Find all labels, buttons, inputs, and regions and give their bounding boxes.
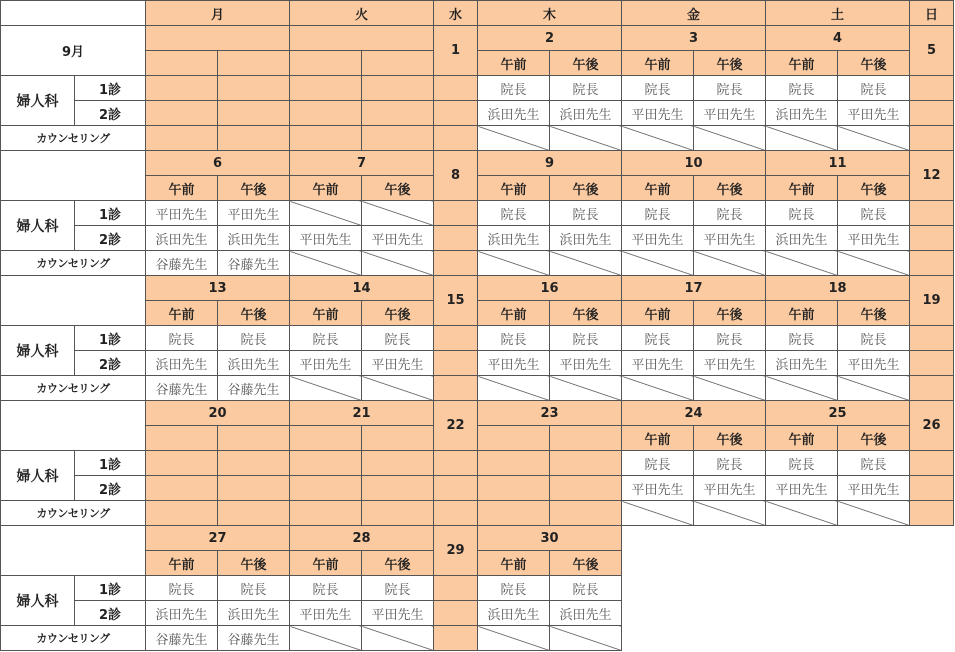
clinic-row-label: 2診	[75, 476, 146, 501]
doctor-cell: 平田先生	[362, 226, 434, 251]
counseling-label: カウンセリング	[1, 126, 146, 151]
clinic-row-label: 1診	[75, 451, 146, 476]
am-header: 午前	[290, 176, 362, 201]
am-header: 午前	[290, 301, 362, 326]
doctor-cell: 院長	[290, 576, 362, 601]
closed-cell	[434, 226, 478, 251]
weekday-header: 日	[910, 1, 954, 26]
clinic-row-label: 2診	[75, 601, 146, 626]
date-cell: 10	[622, 151, 766, 176]
closed-cell	[434, 201, 478, 226]
blank-cell	[478, 476, 550, 501]
date-cell: 3	[622, 26, 766, 51]
closed-cell	[910, 501, 954, 526]
closed-cell	[910, 126, 954, 151]
unavailable-cell	[694, 251, 766, 276]
doctor-cell: 院長	[218, 576, 290, 601]
doctor-cell: 院長	[622, 201, 694, 226]
doctor-cell: 院長	[694, 76, 766, 101]
blank-cell	[550, 451, 622, 476]
doctor-cell: 院長	[550, 326, 622, 351]
blank-cell	[290, 126, 362, 151]
pm-header: 午後	[550, 301, 622, 326]
date-cell: 18	[766, 276, 910, 301]
unavailable-cell	[478, 626, 550, 651]
blank-cell	[146, 501, 218, 526]
blank-cell	[362, 476, 434, 501]
weekday-header: 金	[622, 1, 766, 26]
doctor-cell: 浜田先生	[766, 101, 838, 126]
doctor-cell: 平田先生	[694, 226, 766, 251]
blank-cell	[478, 426, 550, 451]
blank-cell	[146, 451, 218, 476]
date-cell: 19	[910, 276, 954, 326]
weekday-header: 火	[290, 1, 434, 26]
empty-area	[766, 526, 910, 651]
unavailable-cell	[478, 376, 550, 401]
doctor-cell: 平田先生	[838, 101, 910, 126]
closed-cell	[910, 251, 954, 276]
doctor-cell: 平田先生	[290, 351, 362, 376]
closed-cell	[434, 626, 478, 651]
doctor-cell: 平田先生	[146, 201, 218, 226]
am-header: 午前	[622, 426, 694, 451]
pm-header: 午後	[550, 551, 622, 576]
blank-cell	[218, 451, 290, 476]
pm-header: 午後	[694, 51, 766, 76]
date-cell: 28	[290, 526, 434, 551]
pm-header: 午後	[838, 176, 910, 201]
pm-header: 午後	[694, 426, 766, 451]
blank-cell	[362, 451, 434, 476]
doctor-cell: 院長	[478, 576, 550, 601]
pm-header: 午後	[550, 51, 622, 76]
am-header: 午前	[290, 551, 362, 576]
date-cell: 24	[622, 401, 766, 426]
counseling-label: カウンセリング	[1, 626, 146, 651]
unavailable-cell	[478, 251, 550, 276]
unavailable-cell	[622, 501, 694, 526]
date-cell: 14	[290, 276, 434, 301]
doctor-cell: 浜田先生	[550, 101, 622, 126]
doctor-cell: 平田先生	[694, 476, 766, 501]
unavailable-cell	[838, 126, 910, 151]
am-header: 午前	[766, 51, 838, 76]
doctor-cell: 平田先生	[766, 476, 838, 501]
closed-cell	[910, 101, 954, 126]
unavailable-cell	[362, 626, 434, 651]
doctor-cell: 谷藤先生	[146, 251, 218, 276]
clinic-row-label: 1診	[75, 326, 146, 351]
doctor-cell: 院長	[838, 76, 910, 101]
doctor-cell: 院長	[766, 326, 838, 351]
doctor-cell: 平田先生	[622, 476, 694, 501]
doctor-cell: 院長	[478, 76, 550, 101]
unavailable-cell	[694, 376, 766, 401]
am-header: 午前	[622, 176, 694, 201]
doctor-cell: 平田先生	[838, 351, 910, 376]
clinic-row-label: 1診	[75, 576, 146, 601]
closed-cell	[434, 101, 478, 126]
doctor-cell: 浜田先生	[478, 601, 550, 626]
doctor-cell: 平田先生	[550, 351, 622, 376]
date-cell: 13	[146, 276, 290, 301]
doctor-cell: 浜田先生	[218, 226, 290, 251]
doctor-cell: 院長	[838, 451, 910, 476]
pm-header: 午後	[550, 176, 622, 201]
dept-label: 婦人科	[1, 326, 75, 376]
blank-cell	[290, 76, 362, 101]
blank-cell	[218, 76, 290, 101]
doctor-cell: 浜田先生	[146, 226, 218, 251]
blank-cell	[218, 51, 290, 76]
date-cell: 15	[434, 276, 478, 326]
clinic-row-label: 2診	[75, 226, 146, 251]
counseling-label: カウンセリング	[1, 501, 146, 526]
date-cell: 30	[478, 526, 622, 551]
doctor-cell: 院長	[478, 201, 550, 226]
closed-cell	[910, 351, 954, 376]
blank-cell	[146, 126, 218, 151]
unavailable-cell	[622, 251, 694, 276]
date-cell: 21	[290, 401, 434, 426]
week-label-blank	[1, 276, 146, 326]
blank-cell	[550, 501, 622, 526]
pm-header: 午後	[838, 51, 910, 76]
doctor-cell: 院長	[838, 201, 910, 226]
doctor-cell: 浜田先生	[550, 226, 622, 251]
doctor-cell: 院長	[838, 326, 910, 351]
unavailable-cell	[362, 251, 434, 276]
am-header: 午前	[766, 176, 838, 201]
doctor-cell: 平田先生	[838, 476, 910, 501]
am-header: 午前	[146, 551, 218, 576]
unavailable-cell	[766, 126, 838, 151]
doctor-cell: 浜田先生	[766, 226, 838, 251]
doctor-cell: 院長	[478, 326, 550, 351]
am-header: 午前	[478, 51, 550, 76]
weekday-header: 月	[146, 1, 290, 26]
unavailable-cell	[362, 201, 434, 226]
week-label-blank	[1, 401, 146, 451]
blank-cell	[146, 476, 218, 501]
doctor-cell: 院長	[146, 576, 218, 601]
date-cell: 20	[146, 401, 290, 426]
am-header: 午前	[478, 301, 550, 326]
dept-label: 婦人科	[1, 451, 75, 501]
date-cell: 25	[766, 401, 910, 426]
unavailable-cell	[622, 376, 694, 401]
counseling-label: カウンセリング	[1, 251, 146, 276]
am-header: 午前	[146, 301, 218, 326]
blank-cell	[146, 76, 218, 101]
unavailable-cell	[694, 126, 766, 151]
closed-cell	[434, 351, 478, 376]
am-header: 午前	[766, 301, 838, 326]
unavailable-cell	[290, 626, 362, 651]
doctor-cell: 院長	[766, 451, 838, 476]
blank-cell	[290, 426, 362, 451]
blank-cell	[290, 451, 362, 476]
blank-cell	[146, 426, 218, 451]
clinic-row-label: 1診	[75, 201, 146, 226]
date-cell: 6	[146, 151, 290, 176]
unavailable-cell	[622, 126, 694, 151]
pm-header: 午後	[838, 426, 910, 451]
clinic-row-label: 2診	[75, 101, 146, 126]
closed-cell	[434, 476, 478, 501]
closed-cell	[434, 251, 478, 276]
date-cell	[146, 26, 290, 51]
date-cell: 1	[434, 26, 478, 76]
doctor-cell: 平田先生	[290, 601, 362, 626]
doctor-cell: 平田先生	[622, 351, 694, 376]
pm-header: 午後	[218, 301, 290, 326]
unavailable-cell	[550, 251, 622, 276]
pm-header: 午後	[694, 301, 766, 326]
pm-header: 午後	[362, 551, 434, 576]
week-label-blank	[1, 151, 146, 201]
doctor-cell: 院長	[622, 76, 694, 101]
pm-header: 午後	[362, 301, 434, 326]
unavailable-cell	[766, 501, 838, 526]
date-cell: 5	[910, 26, 954, 76]
unavailable-cell	[694, 501, 766, 526]
unavailable-cell	[838, 376, 910, 401]
am-header: 午前	[622, 301, 694, 326]
date-cell: 11	[766, 151, 910, 176]
closed-cell	[434, 501, 478, 526]
pm-header: 午後	[362, 176, 434, 201]
date-cell: 26	[910, 401, 954, 451]
pm-header: 午後	[218, 551, 290, 576]
blank-cell	[146, 101, 218, 126]
doctor-cell: 浜田先生	[766, 351, 838, 376]
dept-label: 婦人科	[1, 576, 75, 626]
dept-label: 婦人科	[1, 201, 75, 251]
doctor-cell: 院長	[550, 76, 622, 101]
doctor-cell: 院長	[766, 201, 838, 226]
blank-cell	[362, 126, 434, 151]
unavailable-cell	[838, 501, 910, 526]
closed-cell	[434, 326, 478, 351]
doctor-cell: 院長	[766, 76, 838, 101]
blank-cell	[550, 426, 622, 451]
doctor-cell: 谷藤先生	[146, 626, 218, 651]
doctor-cell: 浜田先生	[146, 601, 218, 626]
closed-cell	[434, 126, 478, 151]
date-cell: 27	[146, 526, 290, 551]
blank-cell	[362, 426, 434, 451]
unavailable-cell	[290, 376, 362, 401]
blank-cell	[218, 426, 290, 451]
doctor-cell: 院長	[694, 326, 766, 351]
unavailable-cell	[550, 626, 622, 651]
doctor-cell: 浜田先生	[478, 226, 550, 251]
blank-cell	[290, 51, 362, 76]
unavailable-cell	[550, 376, 622, 401]
closed-cell	[434, 376, 478, 401]
date-cell: 17	[622, 276, 766, 301]
am-header: 午前	[478, 176, 550, 201]
empty-area	[622, 526, 766, 651]
am-header: 午前	[478, 551, 550, 576]
weekday-header: 水	[434, 1, 478, 26]
blank-cell	[218, 126, 290, 151]
pm-header: 午後	[838, 301, 910, 326]
pm-header: 午後	[694, 176, 766, 201]
blank-cell	[478, 451, 550, 476]
doctor-cell: 平田先生	[478, 351, 550, 376]
week-label-blank	[1, 526, 146, 576]
doctor-cell: 院長	[290, 326, 362, 351]
doctor-cell: 院長	[362, 576, 434, 601]
blank-cell	[290, 476, 362, 501]
closed-cell	[434, 451, 478, 476]
clinic-row-label: 1診	[75, 76, 146, 101]
date-cell: 16	[478, 276, 622, 301]
doctor-cell: 浜田先生	[218, 601, 290, 626]
unavailable-cell	[550, 126, 622, 151]
closed-cell	[910, 376, 954, 401]
doctor-cell: 院長	[218, 326, 290, 351]
doctor-cell: 浜田先生	[218, 351, 290, 376]
doctor-cell: 谷藤先生	[218, 376, 290, 401]
pm-header: 午後	[218, 176, 290, 201]
blank-cell	[218, 101, 290, 126]
closed-cell	[910, 226, 954, 251]
blank-cell	[218, 476, 290, 501]
date-cell: 22	[434, 401, 478, 451]
date-cell	[290, 26, 434, 51]
closed-cell	[434, 576, 478, 601]
date-cell: 4	[766, 26, 910, 51]
date-cell: 23	[478, 401, 622, 426]
blank-cell	[478, 501, 550, 526]
closed-cell	[910, 76, 954, 101]
blank-cell	[146, 51, 218, 76]
closed-cell	[910, 326, 954, 351]
closed-cell	[910, 201, 954, 226]
blank-cell	[290, 101, 362, 126]
date-cell: 9	[478, 151, 622, 176]
doctor-cell: 院長	[362, 326, 434, 351]
unavailable-cell	[290, 201, 362, 226]
date-cell: 29	[434, 526, 478, 576]
blank-cell	[362, 51, 434, 76]
empty-area	[910, 526, 954, 651]
am-header: 午前	[622, 51, 694, 76]
doctor-cell: 平田先生	[694, 101, 766, 126]
clinic-row-label: 2診	[75, 351, 146, 376]
doctor-cell: 谷藤先生	[146, 376, 218, 401]
blank-cell	[550, 476, 622, 501]
doctor-cell: 谷藤先生	[218, 626, 290, 651]
date-cell: 7	[290, 151, 434, 176]
am-header: 午前	[766, 426, 838, 451]
blank-cell	[218, 501, 290, 526]
doctor-cell: 平田先生	[290, 226, 362, 251]
weekday-header: 土	[766, 1, 910, 26]
blank-cell	[362, 76, 434, 101]
doctor-cell: 平田先生	[838, 226, 910, 251]
am-header: 午前	[146, 176, 218, 201]
blank-cell	[362, 101, 434, 126]
doctor-cell: 院長	[622, 451, 694, 476]
doctor-cell: 院長	[694, 451, 766, 476]
doctor-cell: 平田先生	[362, 601, 434, 626]
date-cell: 8	[434, 151, 478, 201]
doctor-cell: 院長	[622, 326, 694, 351]
doctor-cell: 平田先生	[622, 226, 694, 251]
counseling-label: カウンセリング	[1, 376, 146, 401]
blank-cell	[290, 501, 362, 526]
closed-cell	[910, 476, 954, 501]
doctor-cell: 平田先生	[218, 201, 290, 226]
corner-cell	[1, 1, 146, 26]
closed-cell	[434, 76, 478, 101]
doctor-cell: 谷藤先生	[218, 251, 290, 276]
doctor-cell: 院長	[146, 326, 218, 351]
month-label: 9月	[1, 26, 146, 76]
doctor-cell: 浜田先生	[146, 351, 218, 376]
date-cell: 12	[910, 151, 954, 201]
dept-label: 婦人科	[1, 76, 75, 126]
doctor-cell: 浜田先生	[550, 601, 622, 626]
unavailable-cell	[838, 251, 910, 276]
unavailable-cell	[290, 251, 362, 276]
doctor-cell: 平田先生	[362, 351, 434, 376]
doctor-cell: 浜田先生	[478, 101, 550, 126]
blank-cell	[362, 501, 434, 526]
weekday-header: 木	[478, 1, 622, 26]
doctor-cell: 院長	[550, 576, 622, 601]
unavailable-cell	[766, 376, 838, 401]
closed-cell	[910, 451, 954, 476]
doctor-cell: 院長	[550, 201, 622, 226]
closed-cell	[434, 601, 478, 626]
doctor-cell: 平田先生	[694, 351, 766, 376]
unavailable-cell	[362, 376, 434, 401]
unavailable-cell	[478, 126, 550, 151]
doctor-cell: 院長	[694, 201, 766, 226]
doctor-cell: 平田先生	[622, 101, 694, 126]
date-cell: 2	[478, 26, 622, 51]
unavailable-cell	[766, 251, 838, 276]
